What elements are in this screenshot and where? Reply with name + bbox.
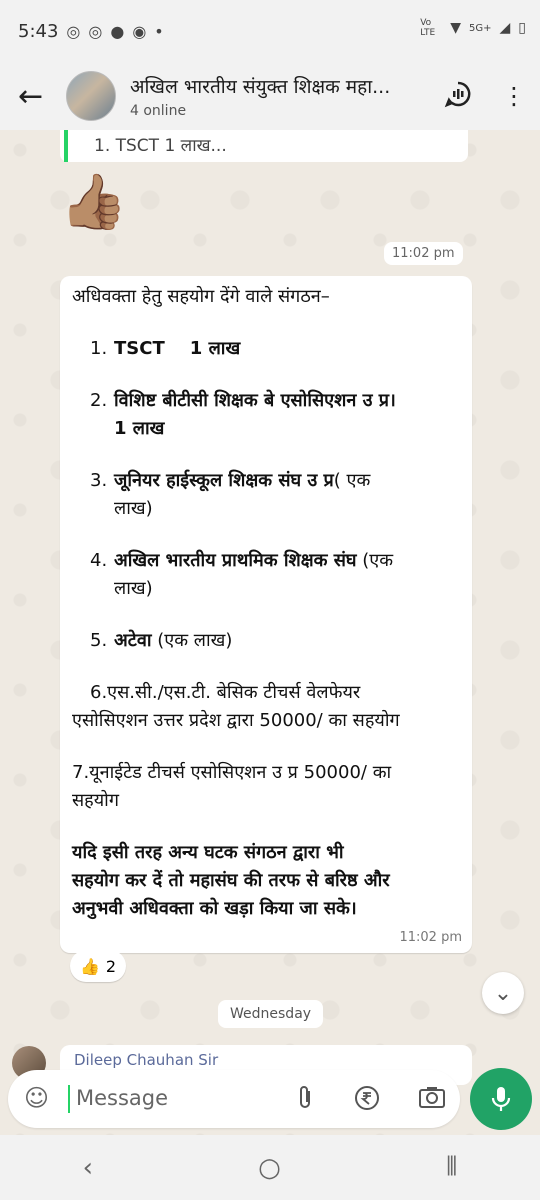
chat-title: अखिल भारतीय संयुक्त शिक्षक महा... bbox=[130, 76, 391, 98]
nav-back-icon[interactable]: ‹ bbox=[82, 1152, 93, 1183]
mic-icon[interactable] bbox=[470, 1068, 532, 1130]
item5-num: 5. bbox=[90, 630, 108, 651]
item7-line1: 7.यूनाईटेड टीचर्स एसोसिएशन उ प्र 50000/ का bbox=[72, 762, 392, 783]
group-avatar[interactable] bbox=[66, 71, 116, 121]
more-notifications-icon: • bbox=[154, 21, 164, 41]
wifi-icon: ▼ bbox=[450, 20, 461, 36]
back-arrow-icon[interactable]: ← bbox=[18, 78, 44, 114]
chat-notification-icon: ● bbox=[110, 21, 125, 41]
item5-rest: (एक लाख) bbox=[151, 630, 233, 651]
item4-line2: लाख) bbox=[114, 578, 153, 599]
message-time-1: 11:02 pm bbox=[384, 242, 463, 265]
volte-label: Vo LTE bbox=[420, 18, 436, 38]
header-actions bbox=[444, 80, 526, 112]
whatsapp-notification-icon: ◎ bbox=[66, 21, 81, 41]
item6-line1: 6.एस.सी./एस.टी. बेसिक टीचर्स वेलफेयर bbox=[90, 682, 361, 703]
message-input-bar[interactable] bbox=[8, 1070, 460, 1128]
nav-recents-icon[interactable]: ⦀ bbox=[445, 1152, 458, 1182]
quote-bar bbox=[64, 130, 68, 162]
quoted-message-preview[interactable] bbox=[60, 130, 468, 162]
item5-line bbox=[114, 626, 232, 655]
day-separator: Wednesday bbox=[218, 1000, 323, 1028]
text-caret bbox=[68, 1085, 70, 1113]
item4-line1 bbox=[114, 546, 393, 575]
item2-num: 2. bbox=[90, 390, 108, 411]
message-bubble[interactable] bbox=[60, 276, 472, 953]
message-input[interactable]: Message bbox=[76, 1086, 169, 1110]
item3-line1 bbox=[114, 466, 370, 495]
item3-num: 3. bbox=[90, 470, 108, 491]
item1-num: 1. bbox=[90, 338, 108, 359]
thumbs-up-sticker[interactable]: 👍🏽 bbox=[60, 170, 128, 233]
rupee-icon[interactable] bbox=[354, 1085, 380, 1117]
chat-subtitle: 4 online bbox=[130, 103, 187, 119]
battery-icon: ▯ bbox=[518, 20, 526, 36]
item4-bold: अखिल भारतीय प्राथमिक शिक्षक संघ bbox=[114, 550, 357, 571]
scroll-down-icon[interactable]: ⌄ bbox=[482, 972, 524, 1014]
item4-rest: (एक bbox=[356, 550, 394, 571]
item3-bold: जूनियर हाईस्कूल शिक्षक संघ उ प्र bbox=[114, 470, 334, 491]
closing-line1: यदि इसी तरह अन्य घटक संगठन द्वारा भी bbox=[72, 842, 344, 863]
whatsapp-notification-icon-2: ◎ bbox=[88, 21, 103, 41]
chat-area[interactable] bbox=[0, 130, 540, 1135]
item6-line2: एसोसिएशन उत्तर प्रदेश द्वारा 50000/ का सहयोग bbox=[72, 710, 400, 731]
message-time: 11:02 pm bbox=[399, 930, 462, 945]
chat-header bbox=[0, 62, 540, 130]
status-time: 5:43 bbox=[18, 20, 59, 42]
emoji-icon[interactable]: ☺ bbox=[24, 1084, 50, 1112]
item3-rest: ( एक bbox=[333, 470, 371, 491]
closing-line3: अनुभवी अधिवक्ता को खड़ा किया जा सके। bbox=[72, 898, 357, 919]
reaction-emoji: 👍 bbox=[79, 956, 100, 976]
reaction-chip[interactable] bbox=[70, 950, 126, 982]
item7-line2: सहयोग bbox=[72, 790, 119, 811]
item2-line1: विशिष्ट बीटीसी शिक्षक बे एसोसिएशन उ प्र। bbox=[114, 390, 396, 411]
signal-icon: ◢ bbox=[499, 20, 511, 36]
item2-line2: 1 लाख bbox=[114, 418, 165, 439]
messenger-notification-icon: ◉ bbox=[132, 21, 147, 41]
nav-home-icon[interactable]: ○ bbox=[258, 1152, 281, 1183]
item3-line2: लाख) bbox=[114, 498, 153, 519]
item4-num: 4. bbox=[90, 550, 108, 571]
status-right-icons bbox=[420, 18, 526, 38]
closing-line2: सहयोग कर दें तो महासंघ की तरफ से बरिष्ठ और bbox=[72, 870, 390, 891]
chat-title-block[interactable] bbox=[130, 73, 430, 119]
network-label: 5G+ bbox=[469, 22, 492, 34]
reaction-count: 2 bbox=[105, 956, 117, 976]
quoted-text: 1. TSCT 1 लाख... bbox=[94, 136, 227, 156]
more-vert-icon[interactable]: ⋮ bbox=[502, 82, 526, 110]
message-intro: अधिवक्ता हेतु सहयोग देंगे वाले संगठन– bbox=[72, 286, 330, 307]
system-nav-bar bbox=[0, 1135, 540, 1200]
status-bar bbox=[0, 0, 540, 62]
camera-icon[interactable] bbox=[418, 1085, 446, 1115]
attach-icon[interactable] bbox=[294, 1085, 316, 1117]
item5-bold: अटेवा bbox=[114, 630, 152, 651]
item1-text: TSCT 1 लाख bbox=[114, 338, 241, 359]
next-sender-name: Dileep Chauhan Sir bbox=[74, 1051, 219, 1069]
voice-chat-icon[interactable] bbox=[444, 80, 472, 112]
